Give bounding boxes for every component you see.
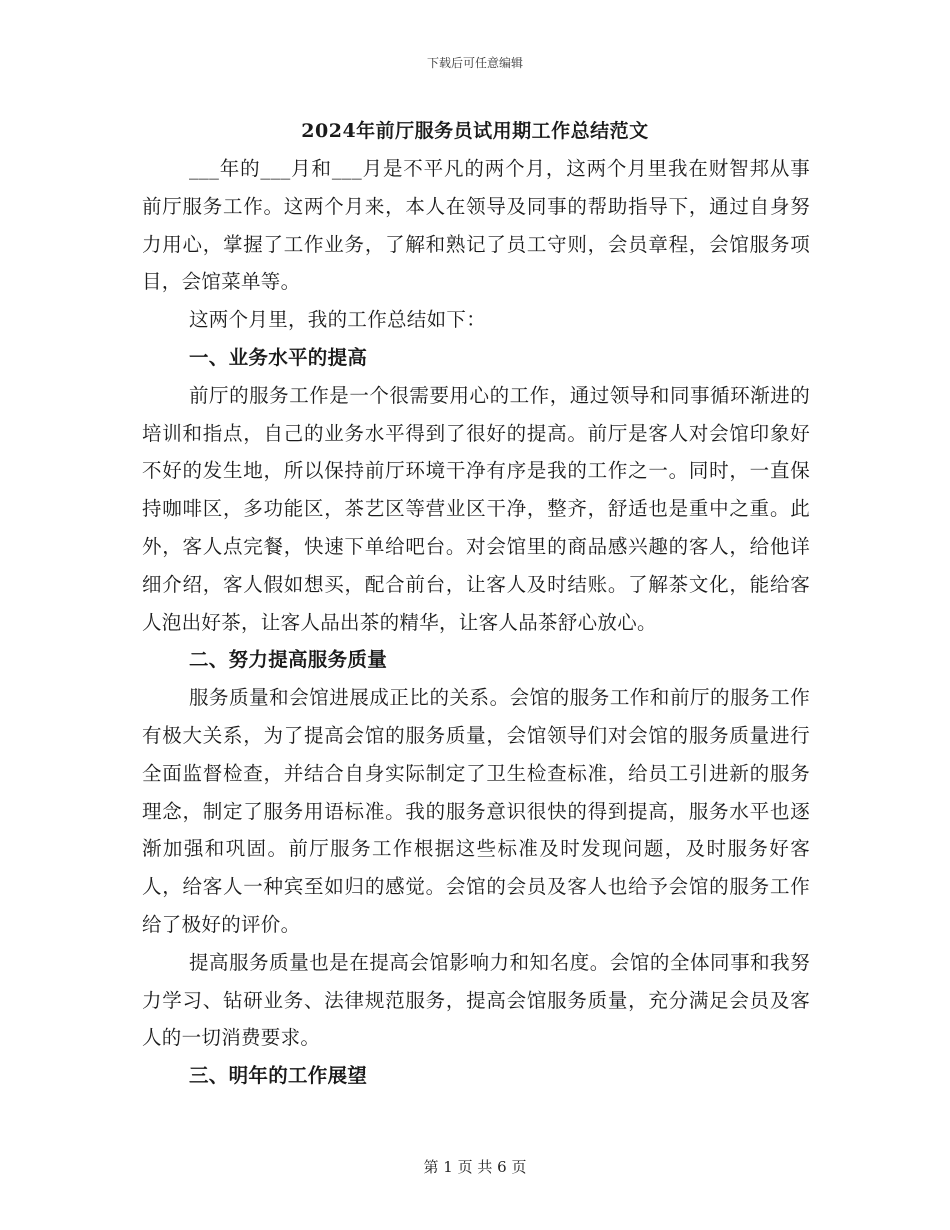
section-heading-2: 二、努力提高服务质量 bbox=[189, 648, 388, 672]
header-note: 下载后可任意编辑 bbox=[426, 56, 523, 70]
section-2-paragraph-1: 服务质量和会馆进展成正比的关系。会馆的服务工作和前厅的服务工作有极大关系，为了提高会馆的服务质量，会馆领导们对会馆的服务质量进行全面监督检查，并结合自身实际制定了卫生检查标准，给员工引进新的服务理念，制定了服务用语标准。我的服务意识很快的得到提高，服务水平也逐渐加强和巩固。前厅服务工作根据这些标准及时发现问题，及时服务好客人，给客人一种宾至如归的感觉。会馆的会员及客人也给予会馆的服务工作给了极好的评价。 bbox=[142, 686, 810, 936]
summary-lead: 这两个月里，我的工作总结如下： bbox=[189, 308, 487, 332]
document-body bbox=[142, 150, 810, 1095]
section-1-paragraph-1: 前厅的服务工作是一个很需要用心的工作，通过领导和同事循环渐进的培训和指点，自己的业务水平得到了很好的提高。前厅是客人对会馆印象好不好的发生地，所以保持前厅环境干净有序是我的工作之一。同时，一直保持咖啡区，多功能区，茶艺区等营业区干净，整齐，舒适也是重中之重。此外，客人点完餐，快速下单给吧台。对会馆里的商品感兴趣的客人，给他详细介绍，客人假如想买，配合前台，让客人及时结账。了解茶文化，能给客人泡出好茶，让客人品出茶的精华，让客人品茶舒心放心。 bbox=[142, 383, 810, 634]
page-title: 2024年前厅服务员试用期工作总结范文 bbox=[301, 120, 649, 142]
section-2-paragraph-2: 提高服务质量也是在提高会馆影响力和知名度。会馆的全体同事和我努力学习、钻研业务、法律规范服务，提高会馆服务质量，充分满足会员及客人的一切消费要求。 bbox=[142, 950, 810, 1050]
section-heading-3: 三、明年的工作展望 bbox=[189, 1064, 368, 1088]
intro-paragraph: ___年的___月和___月是不平凡的两个月，这两个月里我在财智邦从事前厅服务工作。这两个月来，本人在领导及同事的帮助指导下，通过自身努力用心，掌握了工作业务，了解和熟记了员工守则，会员章程，会馆服务项目，会馆菜单等。 bbox=[142, 157, 810, 294]
section-heading-1: 一、业务水平的提高 bbox=[189, 345, 368, 369]
page-number: 第 1 页 共 6 页 bbox=[423, 1158, 527, 1176]
